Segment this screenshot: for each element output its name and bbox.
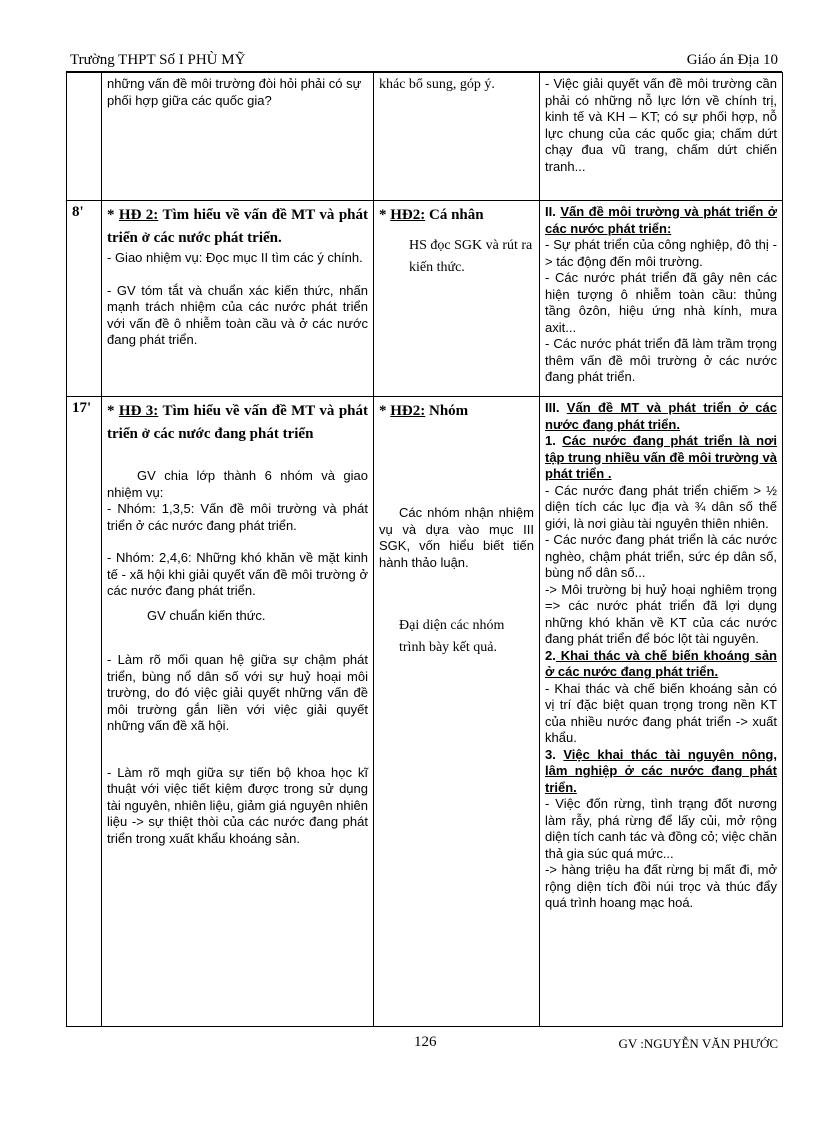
text-paragraph: -> Môi trường bị huỷ hoại nghiêm trọng => các nước phát triển đã lợi dụng những khó khăn về KT của các nước đang phát triển để bóc lột tài nguyên. [545,581,777,646]
text-paragraph: những vấn đề môi trường đòi hỏi phải có sự phối hợp giữa các quốc gia? [107,76,362,108]
time-cell [67,397,102,1027]
teacher-activity-cell [102,201,374,397]
table-row [67,397,783,1027]
text-paragraph: - Nhóm: 2,4,6: Những khó khăn về mặt kinh tế - xã hội khi giải quyết vấn đề môi trường ở các nước đang phát triển. [107,550,368,598]
table-row [67,73,783,201]
text-paragraph: Đại diện các nhóm trình bày kết quả. [399,618,505,655]
table-row [67,201,783,397]
text-paragraph: -> hàng triệu ha đất rừng bị mất đi, mở rộng diện tích đồi núi trọc và thúc đẩy quá trình hoang mạc hoá. [545,862,777,910]
text-paragraph: khác bổ sung, góp ý. [379,77,495,92]
teacher-name: GV :NGUYỄN VĂN PHƯỚC [618,1036,778,1051]
activity-title: * HĐ 2: Tìm hiểu về vấn đề MT và phát triển ở các nước phát triển. [107,207,369,246]
student-activity-cell [374,201,540,397]
page-footer [66,1034,782,1058]
page-number: 126 [414,1034,437,1050]
teacher-activity-cell [102,73,374,201]
subsection-heading: 3. Việc khai thác tài nguyên nông, lâm nghiệp ở các nước đang phát triển. [545,746,777,795]
activity-mode: * HĐ2: Nhóm [379,403,469,419]
section-heading: II. Vấn đề môi trường và phát triển ở các nước phát triển: [545,204,777,236]
teacher-activity-cell [102,397,374,1027]
text-paragraph: - Làm rõ mối quan hệ giữa sự chậm phát triển, bùng nổ dân số với sự huỷ hoại môi trường, do đó việc giải quyết những vấn đề môi trường gắn liền với việc giải quyết những vấn đề xã hội. [107,652,368,733]
lesson-table [66,72,783,1027]
text-paragraph: - Các nước phát triển đã gây nên các hiện tượng ô nhiễm toàn cầu: thủng tầng ôzôn, hiệu ứng nhà kính, mưa axit... [545,270,777,335]
text-paragraph: - Việc đốn rừng, tình trạng đốt nương làm rẫy, phá rừng để lấy củi, mở rộng diện tích canh tác và đồng cỏ; việc chăn thả gia súc quá mức... [545,796,777,861]
text-paragraph: Các nhóm nhận nhiệm vụ và dựa vào mục III SGK, vốn hiểu biết tiến hành thảo luận. [379,505,534,570]
activity-title: * HĐ 3: Tìm hiểu về vấn đề MT và phát triển ở các nước đang phát triển [107,403,369,442]
time-label: 17' [72,400,92,416]
content-cell [540,397,783,1027]
school-name: Trường THPT Số I PHÙ MỸ [70,52,246,68]
time-label: 8' [72,204,84,220]
text-paragraph: HS đọc SGK và rút ra kiến thức. [409,238,533,275]
student-activity-cell [374,73,540,201]
subject-label: Giáo án Địa 10 [686,52,778,68]
text-paragraph: - Các nước đang phát triển chiếm > ½ diện tích các lục địa và ¾ dân số thế giới, là nơi giàu tài nguyên thiên nhiên. [545,482,777,531]
student-activity-cell [374,397,540,1027]
page-header [66,50,782,72]
text-paragraph: - Các nước đang phát triển là các nước nghèo, chậm phát triển, sức ép dân số, bùng nổ dân số... [545,532,777,580]
time-cell [67,201,102,397]
text-paragraph: - Giao nhiệm vụ: Đọc mục II tìm các ý chính. [107,250,363,265]
content-cell [540,201,783,397]
text-paragraph: - GV tóm tắt và chuẩn xác kiến thức, nhấn mạnh trách nhiệm của các nước phát triển với vấn đề ô nhiễm toàn cầu và ở các nước đang phát triển. [107,282,368,347]
text-paragraph: - Các nước phát triển đã làm trầm trọng thêm vấn đề môi trường ở các nước đang phát triển. [545,336,777,384]
subsection-heading: 1. Các nước đang phát triển là nơi tập trung nhiều vấn đề môi trường và phát triển . [545,433,777,481]
content-cell [540,73,783,201]
text-paragraph: - Nhóm: 1,3,5: Vấn đề môi trường và phát triển ở các nước đang phát triển. [107,501,368,533]
text-paragraph: - Sự phát triển của công nghiệp, đô thị -> tác động đến môi trường. [545,237,777,269]
activity-mode: * HĐ2: Cá nhân [379,207,484,223]
time-cell [67,73,102,201]
text-paragraph: - Làm rõ mqh giữa sự tiến bộ khoa học kĩ thuật với việc tiết kiệm được trong sử dụng tài nguyên, nhiên liệu, giảm giá nguyên nhiên liệu -> sự thiệt thòi của các nước đang phát triển trong xuất khẩu khoáng sản. [107,764,368,846]
subsection-heading: 2. Khai thác và chế biến khoáng sản ở các nước đang phát triển. [545,647,777,679]
text-paragraph: GV chia lớp thành 6 nhóm và giao nhiệm vụ: [107,468,368,500]
text-paragraph: - Việc giải quyết vấn đề môi trường cần phải có những nỗ lực lớn về chính trị, kinh tế và KH – KT; có sự phối hợp, nỗ lực chung của các quốc gia; chấm dứt chạy đua vũ trang, chấm dứt chiến tranh... [545,76,777,174]
section-heading: III. Vấn đề MT và phát triển ở các nước đang phát triển. [545,400,777,432]
text-paragraph: GV chuẩn kiến thức. [147,607,266,623]
text-paragraph: - Khai thác và chế biến khoáng sản có vị trí đặc biệt quan trọng trong nền KT của nhiều nước đang phát triển -> xuất khẩu. [545,680,777,745]
